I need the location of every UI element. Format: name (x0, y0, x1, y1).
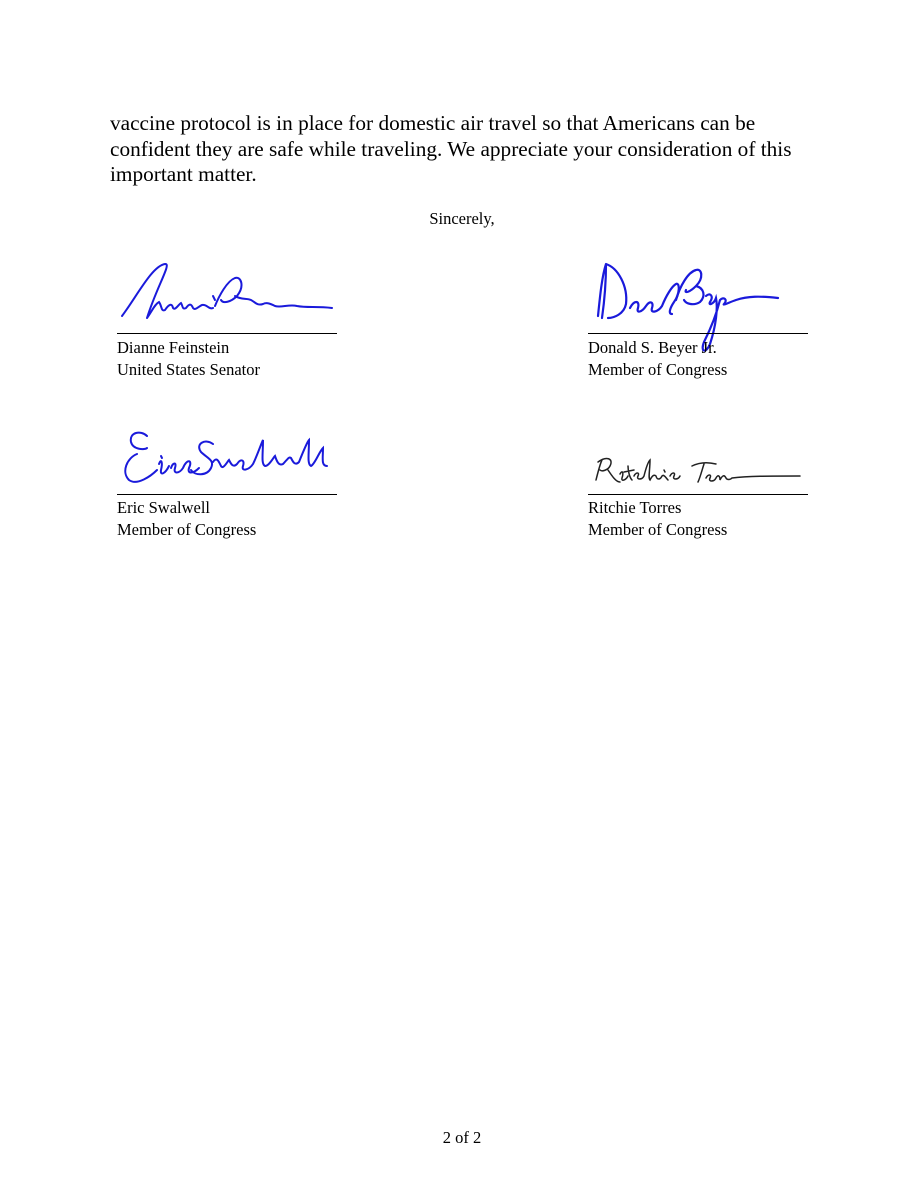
signatory-title: Member of Congress (117, 520, 257, 539)
page-number: 2 of 2 (442, 1128, 482, 1147)
signatory-name: Dianne Feinstein (117, 338, 230, 357)
letter-body-paragraph: vaccine protocol is in place for domestic air travel so that Americans can be confident they are safe while traveling. We appreciate your consideration of this important matter. (110, 111, 792, 186)
signatory-name: Ritchie Torres (588, 498, 682, 517)
signature-line (117, 333, 337, 334)
letter-closing: Sincerely, (429, 209, 495, 228)
signature-block-torres (588, 418, 808, 548)
signatory-name: Donald S. Beyer Jr. (588, 338, 717, 357)
signature-feinstein-icon (117, 256, 347, 326)
signature-block-beyer (588, 256, 808, 386)
signature-line (588, 494, 808, 495)
signatory-title: Member of Congress (588, 360, 728, 379)
signature-block-swalwell (117, 418, 337, 548)
signature-swalwell-icon (117, 418, 347, 498)
signature-torres-icon (588, 418, 818, 498)
signature-line (117, 494, 337, 495)
signatory-title: United States Senator (117, 360, 260, 379)
signature-block-feinstein (117, 256, 337, 386)
signatory-title: Member of Congress (588, 520, 728, 539)
signature-line (588, 333, 808, 334)
signatory-name: Eric Swalwell (117, 498, 211, 517)
